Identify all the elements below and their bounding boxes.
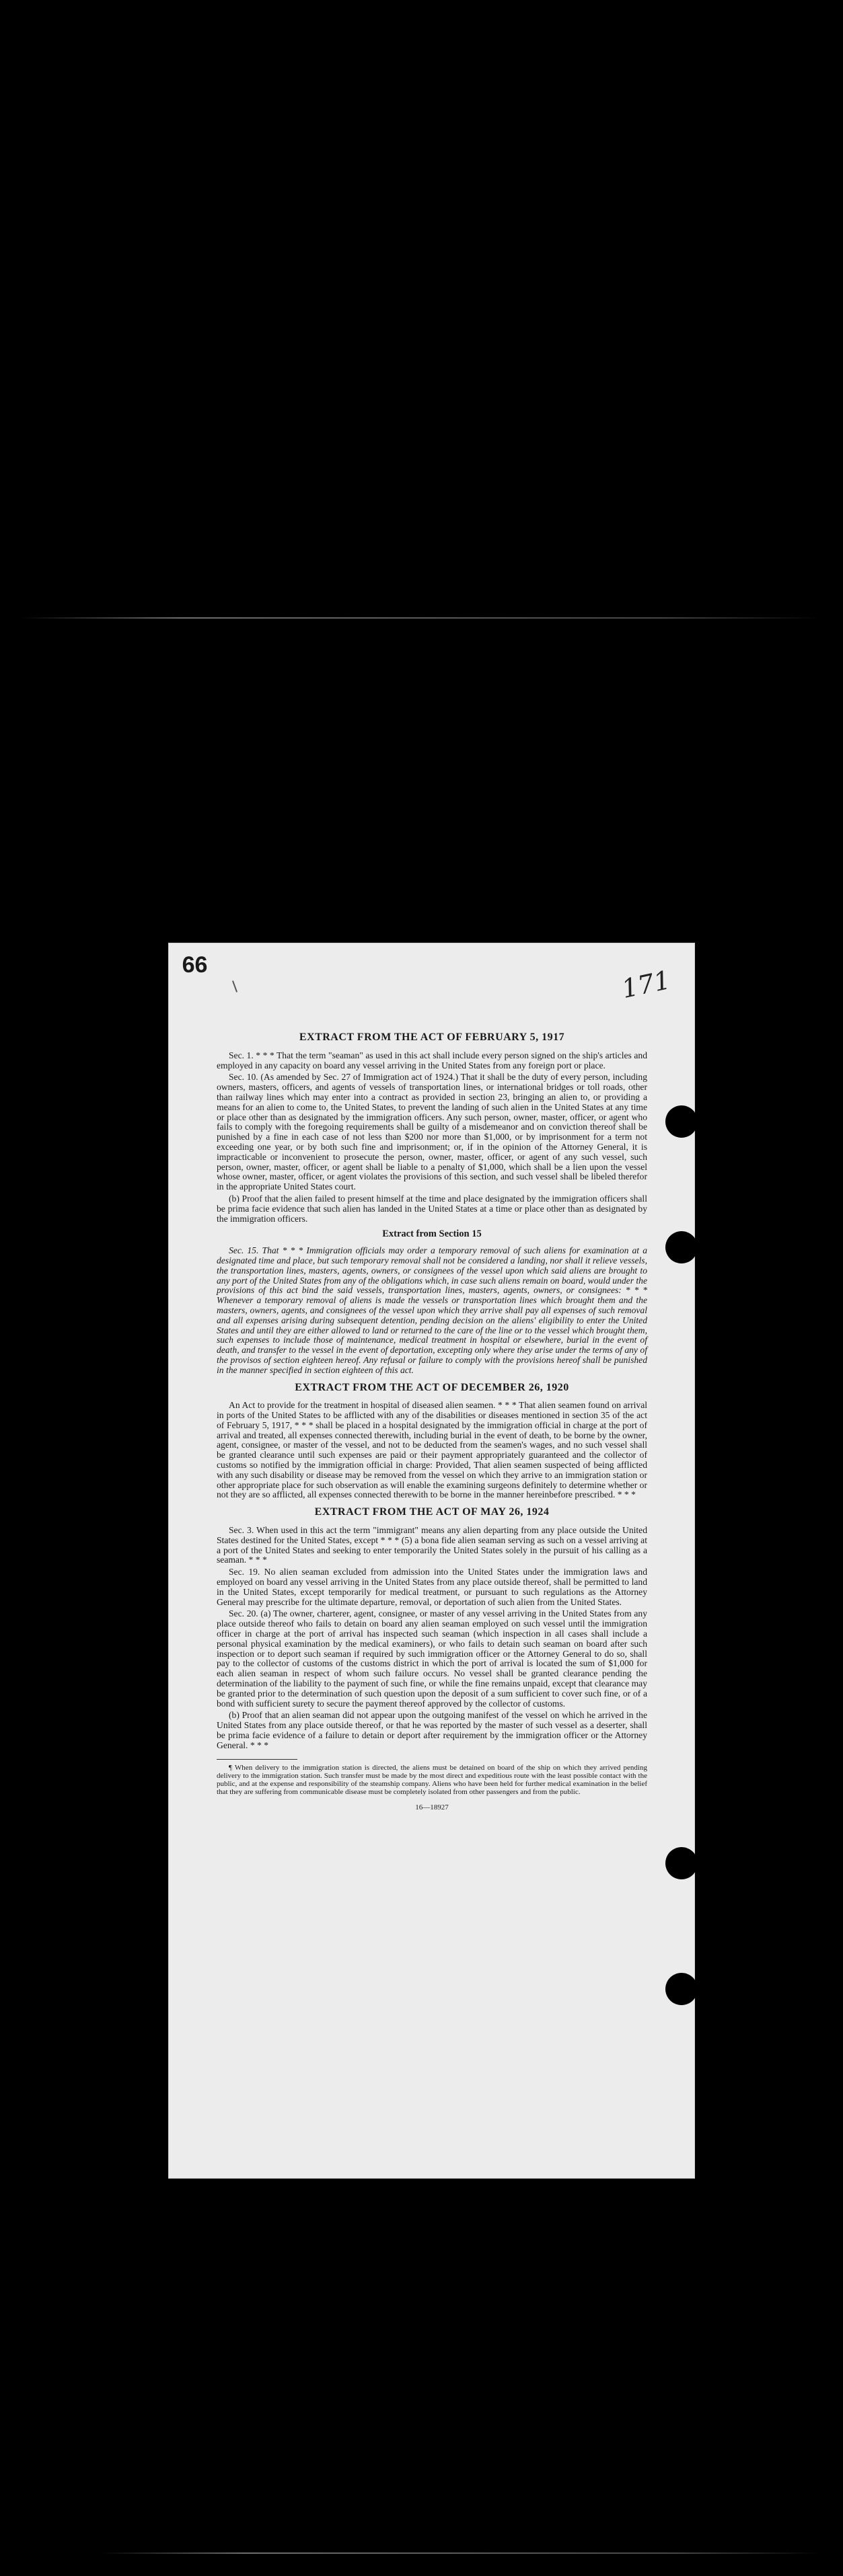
paragraph-sec-3: Sec. 3. When used in this act the term "immigrant" means any alien departing from any place outside the United States destined for the United States, except * * * (5) a bona fide alien seaman serving as such on a vessel arriving at a port of the United States and seeking to enter temporarily the United States solely in the pursuit of his calling as a seaman. * * * [217, 1525, 647, 1565]
paragraph-sec-1: Sec. 1. * * * That the term "seaman" as used in this act shall include every person signed on the ship's articles and employed in any capacity on board any vessel arriving in the United States from any foreign port or place. [217, 1050, 647, 1070]
punch-hole-2 [665, 1231, 695, 1263]
footnote-divider [217, 1759, 297, 1760]
heading-section-15: Extract from Section 15 [382, 1228, 482, 1240]
document-body [217, 1033, 647, 1813]
heading-dec-1920: EXTRACT FROM THE ACT OF DECEMBER 26, 1920 [295, 1381, 569, 1393]
paragraph-sec-10: Sec. 10. (As amended by Sec. 27 of Immigration act of 1924.) That it shall be the duty of every person, including owners, masters, officers, and agents of vessels of transportation lines, or international bridges or toll roads, other than railway lines which may enter into a contract as provided in section 23, bringing an alien to, or providing a means for an alien to come to, the United States, to prevent the landing of such alien in the United States at any time or place other than as designated by the immigration officers. Any such person, owner, master, officer, or agent who fails to comply with the foregoing requirements shall be guilty of a misdemeanor and on conviction thereof shall be punished by a fine in each case of not less than $200 nor more than $1,000, or by imprisonment for a term not exceeding one year, or by both such fine and imprisonment; or, if in the opinion of the Attorney General, it is impracticable or inconvenient to prosecute the person, owner, master, officer, or agent of any such vessel, such person, owner, master, officer, or agent shall be liable to a penalty of $1,000, which shall be a lien upon the vessel whose owner, master, officer, or agent violates the provisions of this section, and such vessel shall be libeled therefor in the appropriate United States court. [217, 1072, 647, 1192]
scan-line-top [20, 617, 821, 619]
print-code: 16—18927 [415, 1803, 449, 1812]
scan-line-bottom [101, 2552, 821, 2554]
document-page [168, 943, 695, 2179]
paragraph-sec-10-b: (b) Proof that the alien failed to present himself at the time and place designated by the immigration officers shall be prima facie evidence that such alien has landed in the United States at a time or place other than as designated by the immigration officers. [217, 1193, 647, 1224]
punch-hole-4 [665, 1973, 695, 2005]
punch-hole-3 [665, 1847, 695, 1879]
paragraph-sec-20-b: (b) Proof that an alien seaman did not appear upon the outgoing manifest of the vessel on which he arrived in the United States from any place outside thereof, or that he was reported by the master of such vessel as a deserter, shall be prima facie evidence of a failure to detain or deport after requirement by the immigration officer or the Attorney General. * * * [217, 1710, 647, 1750]
paragraph-sec-15: Sec. 15. That * * * Immigration officials may order a temporary removal of such aliens for examination at a designated time and place, but such temporary removal shall not be considered a landing, nor shall it relieve vessels, the transportation lines, masters, agents, owners, or consignees of the vessel upon which said aliens are brought to any port of the United States from any of the obligations which, in case such aliens remain on board, would under the provisions of this act bind the said vessels, transportation lines, masters, agents, owners, or consignees: * * * Whenever a temporary removal of aliens is made the vessels or transportation lines which brought them and the masters, owners, agents, and consignees of the vessel upon which they arrive shall pay all expenses of such removal and all expenses arising during subsequent detention, pending decision on the aliens' eligibility to enter the United States and until they are either allowed to land or returned to the care of the line or to the vessel which brought them, such expenses to include those of maintenance, medical treatment in hospital or elsewhere, burial in the event of death, and transfer to the vessel in the event of deportation, excepting only where they arise under the terms of any of the provisos of section eighteen hereof. Any refusal or failure to comply with the provisions hereof shall be punished in the manner specified in section eighteen of this act. [217, 1245, 647, 1375]
punch-hole-1 [665, 1105, 695, 1138]
paragraph-sec-19: Sec. 19. No alien seaman excluded from admission into the United States under the immigration laws and employed on board any vessel arriving in the United States from any place outside thereof, shall be permitted to land in the United States, except temporarily for medical treatment, or pursuant to such regulations as the Attorney General may prescribe for the ultimate departure, removal, or deportation of such alien from the United States. [217, 1567, 647, 1607]
heading-may-1924: EXTRACT FROM THE ACT OF MAY 26, 1924 [314, 1506, 550, 1518]
handwritten-mark: 171 [619, 964, 673, 1005]
footnote: ¶ When delivery to the immigration station is directed, the aliens must be detained on board of the ship on which they arrived pending delivery to the immigration station. Such transfer must be made by the most direct and expeditious route with the least possible contact with the public, and at the expense and responsibility of the steamship company. Aliens who have been held for further medical examination in the belief that they are suffering from communicable disease must be completely isolated from other passengers and from the public. [217, 1763, 647, 1797]
page-number: 99 [182, 951, 208, 977]
heading-feb-1917: EXTRACT FROM THE ACT OF FEBRUARY 5, 1917 [299, 1031, 565, 1043]
paragraph-sec-20-a: Sec. 20. (a) The owner, charterer, agent, consignee, or master of any vessel arriving in the United States from any place outside thereof who fails to detain on board any alien seaman employed on such vessel until the immigration officer in charge at the port of arrival has inspected such seaman (which inspection in all cases shall include a personal physical examination by the medical examiners), or who fails to detain such seaman on board after such inspection or to deport such seaman if required by such immigration officer or the Attorney General to do so, shall pay to the collector of customs of the customs district in which the port of arrival is located the sum of $1,000 for each alien seaman in respect of whom such failure occurs. No vessel shall be granted clearance pending the determination of the liability to the payment of such fine, or while the fine remains unpaid, except that clearance may be granted prior to the determination of such question upon the deposit of a sum sufficient to cover such fine, or of a bond with sufficient surety to secure the payment thereof approved by the collector of customs. [217, 1608, 647, 1709]
pencil-tick-mark [232, 980, 237, 992]
paragraph-dec-1920: An Act to provide for the treatment in hospital of diseased alien seamen. * * * That alien seamen found on arrival in ports of the United States to be afflicted with any of the disabilities or diseases mentioned in section 35 of the act of February 5, 1917, * * * shall be placed in a hospital designated by the immigration official in charge at the port of arrival and treated, all expenses connected therewith, including burial in the event of death, to be borne by the owner, agent, consignee, or master of the vessel, and not to be deducted from the seamen's wages, and no such vessel shall be granted clearance until such expenses are paid or their payment appropriately guaranteed and the collector of customs so notified by the immigration official in charge: Provided, That alien seamen suspected of being afflicted with any such disability or disease may be removed from the vessel on which they arrive to an immigration station or other appropriate place for such observation as will enable the examining surgeons definitely to determine whether or not they are so afflicted, all expenses connected therewith to be borne in the manner hereinbefore prescribed. * * * [217, 1400, 647, 1500]
